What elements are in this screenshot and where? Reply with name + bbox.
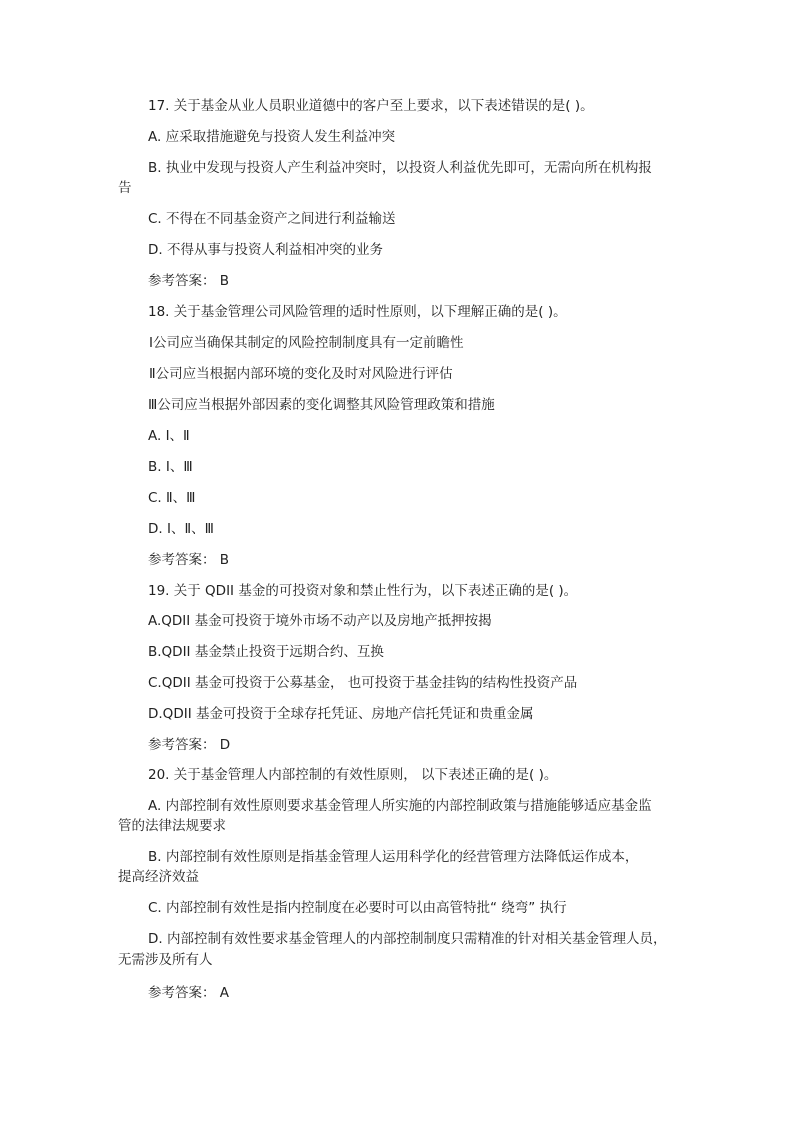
option-b-continued: 告: [118, 180, 132, 196]
statement-3: Ⅲ公司应当根据外部因素的变化调整其风险管理政策和措施: [148, 397, 495, 413]
option-c: C. Ⅱ、Ⅲ: [148, 490, 196, 506]
option-b: B. 执业中发现与投资人产生利益冲突时，以投资人利益优先即可，无需向所在机构报: [148, 160, 652, 176]
answer: 参考答案： A: [148, 985, 230, 1001]
answer: 参考答案： B: [148, 552, 230, 568]
option-a: A. 应采取措施避免与投资人发生利益冲突: [148, 129, 396, 145]
option-d: D.QDII 基金可投资于全球存托凭证、房地产信托凭证和贵重金属: [148, 706, 534, 722]
option-b: B. Ⅰ、Ⅲ: [148, 459, 193, 475]
question-stem: 17. 关于基金从业人员职业道德中的客户至上要求，以下表述错误的是( )。: [148, 98, 594, 114]
option-c: C.QDII 基金可投资于公募基金， 也可投资于基金挂钩的结构性投资产品: [148, 675, 578, 691]
answer: 参考答案： D: [148, 737, 231, 753]
question-stem: 19. 关于 QDII 基金的可投资对象和禁止性行为，以下表述正确的是( )。: [148, 583, 578, 599]
statement-2: Ⅱ公司应当根据内部环境的变化及时对风险进行评估: [149, 366, 453, 382]
option-d-continued: 无需涉及所有人: [118, 952, 213, 968]
option-d: D. Ⅰ、Ⅱ、Ⅲ: [148, 521, 214, 537]
question-stem: 20. 关于基金管理人内部控制的有效性原则， 以下表述正确的是( )。: [148, 767, 558, 783]
option-d: D. 内部控制有效性要求基金管理人的内部控制制度只需精准的针对相关基金管理人员，: [148, 931, 667, 947]
option-b: B.QDII 基金禁止投资于远期合约、互换: [148, 644, 384, 660]
option-b-continued: 提高经济效益: [118, 869, 199, 885]
option-a: A.QDII 基金可投资于境外市场不动产以及房地产抵押按揭: [148, 613, 492, 629]
option-a: A. 内部控制有效性原则要求基金管理人所实施的内部控制政策与措施能够适应基金监: [148, 798, 652, 814]
option-c: C. 不得在不同基金资产之间进行利益输送: [148, 211, 396, 227]
option-a-continued: 管的法律法规要求: [118, 818, 226, 834]
option-a: A. Ⅰ、Ⅱ: [148, 428, 190, 444]
answer: 参考答案： B: [148, 273, 230, 289]
option-b: B. 内部控制有效性原则是指基金管理人运用科学化的经营管理方法降低运作成本，: [148, 849, 639, 865]
option-c: C. 内部控制有效性是指内控制度在必要时可以由高管特批“ 绕弯” 执行: [148, 900, 567, 916]
question-stem: 18. 关于基金管理公司风险管理的适时性原则，以下理解正确的是( )。: [148, 304, 567, 320]
option-d: D. 不得从事与投资人利益相冲突的业务: [148, 242, 383, 258]
statement-1: Ⅰ公司应当确保其制定的风险控制制度具有一定前瞻性: [149, 335, 464, 351]
